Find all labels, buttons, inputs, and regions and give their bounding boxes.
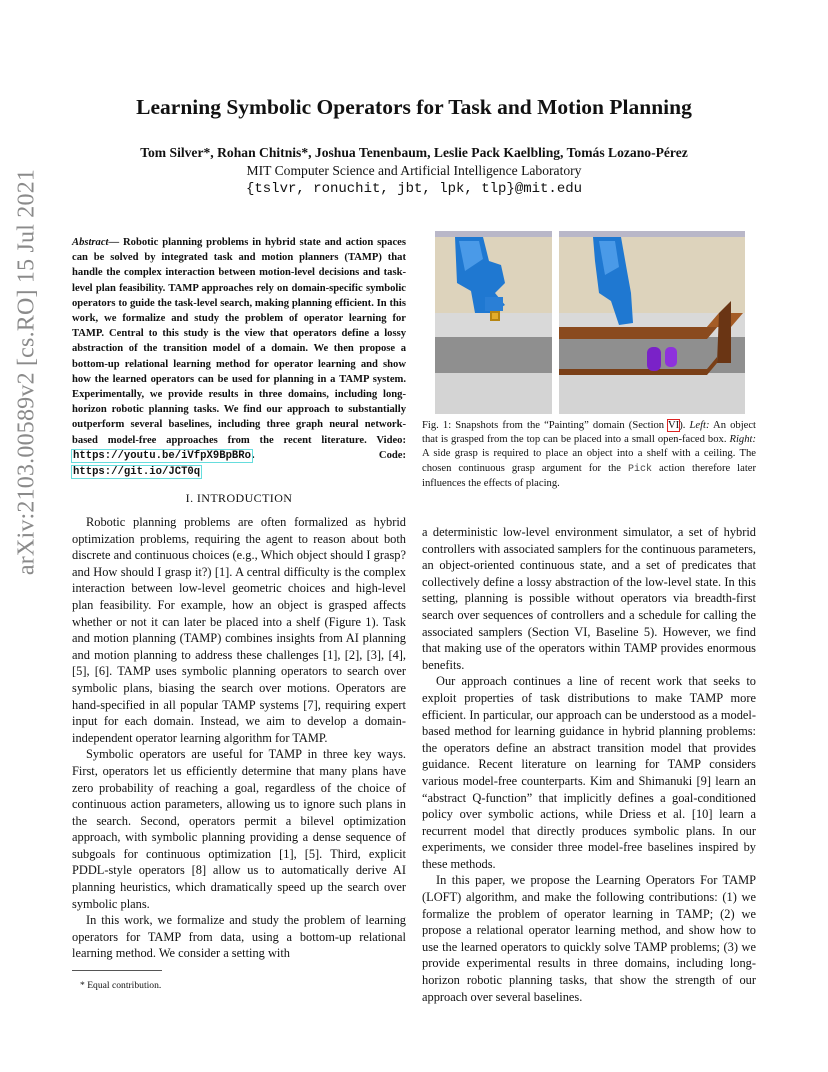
- affiliation: MIT Computer Science and Artificial Intelligence Laboratory: [246, 163, 582, 178]
- author-emails: {tslvr, ronuchit, jbt, lpk, tlp}@mit.edu: [245, 181, 583, 197]
- robot-top-grasp-illustration: [435, 231, 552, 414]
- caption-after-ref: ).: [679, 420, 690, 431]
- section-ref-link[interactable]: VI: [668, 420, 680, 431]
- intro-paragraph: In this work, we formalize and study the problem of learning operators for TAMP from data, using a bottom-up relational learning method. We consider a setting with: [72, 913, 406, 961]
- footnote-rule: [72, 970, 162, 971]
- footnote: * Equal contribution.: [80, 980, 162, 991]
- intro-paragraph: Our approach continues a line of recent work that seeks to exploit properties of task distributions to make TAMP more efficient. In particular, our approach can be understood as a model-based method for learning guidance in hybrid planning problems: the operators define an abstract transition model that provides guidance. Recent literature on learning for TAMP considers various model-free counterparts. Kim and Shimanuki [9] learn an “abstract Q-function” that implicitly defines a goal-conditioned policy over symbolic actions, while Driess et al. [10] learn a recurrent model that directly produces symbolic plans. In our experiments, we consider three model-free baselines inspired by these methods.: [422, 674, 756, 871]
- figure-1: [435, 231, 745, 414]
- robot-side-grasp-illustration: [559, 231, 745, 414]
- intro-right-column: [422, 524, 756, 1005]
- intro-paragraph: a deterministic low-level environment simulator, a set of hybrid controllers with associated samplers for the continuous parameters, an object-oriented continuous state, and a set of predicates that collectively define a lossy abstraction of the low-level state. In this setting, planning is possible without operators via breadth-first search over sequences of controllers and a schedule for calling the associated samplers (Section VI, Baseline 5). However, we find that making use of the operators within TAMP provides enormous benefits.: [422, 525, 756, 672]
- code-link[interactable]: https://git.io/JCT0q: [73, 466, 201, 479]
- figure-panel-top-grasp: [435, 231, 552, 414]
- video-link[interactable]: https://youtu.be/iVfpX9BpBRo: [73, 449, 252, 462]
- figure-caption: [422, 419, 756, 491]
- caption-code: Pick: [628, 463, 653, 475]
- intro-paragraph: In this paper, we propose the Learning Operators For TAMP (LOFT) algorithm, and make the following contributions: (1) we formalize the problem of operator learning in TAMP; (2) we propose a relational operator learning method, and show how to use the learned operators to quickly solve TAMP problems; (3) we provide experimental results in three domains, including long-horizon robotic planning tasks, that show the strength of our approach over several baselines.: [422, 873, 756, 1004]
- abstract-body: — Robotic planning problems in hybrid state and action spaces can be solved by integrated task and motion planners (TAMP) that handle the complex interaction between motion-level decisions and task-level plan feasibility. TAMP approaches rely on domain-specific symbolic operators to guide the task-level search, making planning efficient. In this work, we formalize and study the problem of operator learning for TAMP. Central to this study is the view that operators define a lossy abstraction of the transition model of a domain. We then propose a bottom-up relational learning method for operator learning and show how the learned operators can be used for planning in a TAMP system. Experimentally, we provide results in three domains, including long-horizon robotic planning tasks. We find our approach to substantially outperform several baselines, including three graph neural network-based model-free approaches from the recent literature. Video:: [72, 237, 406, 446]
- caption-left-label: Left:: [689, 420, 710, 431]
- caption-tail: action therefore later influences the effects of placing.: [422, 462, 757, 489]
- arxiv-stamp: [12, 168, 42, 576]
- arxiv-stamp-text: arXiv:2103.00589v2 [cs.RO] 15 Jul 2021: [13, 168, 40, 576]
- abstract-label: Abstract: [72, 237, 109, 248]
- intro-paragraph: Robotic planning problems are often formalized as hybrid optimization problems, requiring the agent to reason about both discrete and continuous choices (e.g., Which object should I grasp? and How should I grasp it?) [1]. A central difficulty is the complex interaction between low-level geometric choices and high-level plan feasibility. For example, how an object is grasped affects whether or not it can later be placed into a shelf (Figure 1). Task and motion planning (TAMP) combines insights from AI planning and motion planning to address these challenges [1], [2], [3], [4], [5], [6]. TAMP uses symbolic planning operators to search over symbolic plans, biasing the search over motions. Operators are hand-specified in all popular TAMP systems [7], requiring expert input for each domain. Instead, we aim to develop a domain-independent operator learning algorithm for TAMP.: [72, 515, 406, 745]
- paper-title: Learning Symbolic Operators for Task and Motion Planning: [136, 95, 692, 119]
- caption-left-text: An object that is grasped from the top can be placed into a small open-faced box.: [422, 420, 757, 446]
- code-label: . Code:: [252, 449, 406, 461]
- caption-right-text: A side grasp is required to place an object into a shelf with a ceiling. The chosen continuous grasp argument for the: [422, 448, 756, 474]
- intro-paragraph: Symbolic operators are useful for TAMP in three key ways. First, operators let us efficiently determine that many plans have zero probability of reaching a goal, regardless of the choice of continuous action parameters, allowing us to ignore such plans in the search. Second, operators permit a bilevel optimization approach, with symbolic planning providing a dense sequence of subgoals for continuous optimization [1], [5]. Third, explicit PDDL-style operators [8] allow us to automatically derive AI planning heuristics, which dramatically speed up the search over symbolic plans.: [72, 747, 406, 911]
- caption-right-label: Right:: [729, 434, 756, 446]
- author-list: Tom Silver*, Rohan Chitnis*, Joshua Tenenbaum, Leslie Pack Kaelbling, Tomás Lozano-Pérez: [140, 145, 688, 160]
- figure-panel-side-grasp: [559, 231, 745, 414]
- section-heading-introduction: I. INTRODUCTION: [185, 491, 293, 505]
- caption-lead: Fig. 1: Snapshots from the “Painting” domain (Section: [422, 420, 669, 431]
- intro-left-column: [72, 514, 406, 962]
- abstract: [72, 235, 406, 480]
